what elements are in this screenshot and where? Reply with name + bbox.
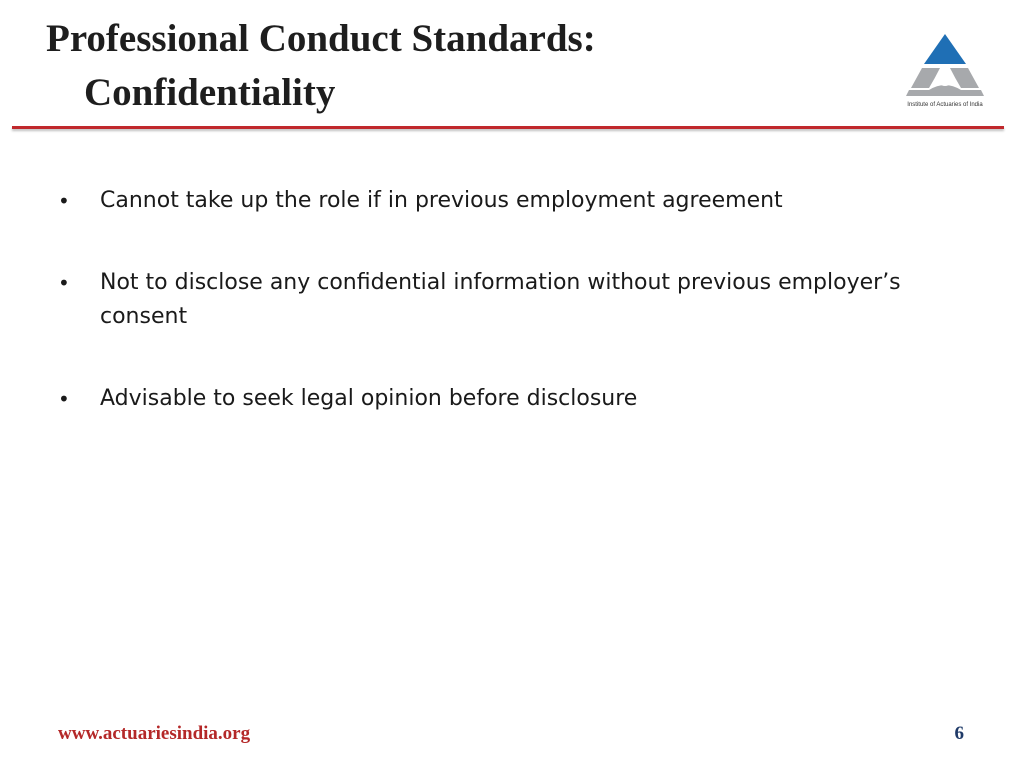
bullet-dot-icon: •: [58, 271, 70, 295]
bullet-dot-icon: •: [58, 387, 70, 411]
slide-title-line1: Professional Conduct Standards:: [46, 17, 596, 60]
title-divider-rule: [12, 126, 1004, 129]
slide-title-line2: Confidentiality: [84, 71, 336, 114]
bullet-dot-icon: •: [58, 189, 70, 213]
logo-caption: Institute of Actuaries of India: [907, 102, 983, 108]
bullet-item: [58, 266, 958, 334]
bullet-list: [58, 184, 958, 464]
actuaries-triangle-logo-icon: [895, 30, 995, 100]
institute-logo: [895, 30, 995, 112]
bullet-item: [58, 382, 958, 416]
bullet-item: [58, 184, 958, 218]
slide-title: [46, 12, 866, 120]
bullet-text: Cannot take up the role if in previous employment agreement: [100, 188, 783, 213]
page-number: 6: [954, 723, 964, 744]
footer-website-link[interactable]: www.actuariesindia.org: [58, 723, 251, 744]
bullet-text: Advisable to seek legal opinion before disclosure: [100, 386, 638, 411]
bullet-text: Not to disclose any confidential information without previous employer’s consent: [100, 270, 901, 329]
